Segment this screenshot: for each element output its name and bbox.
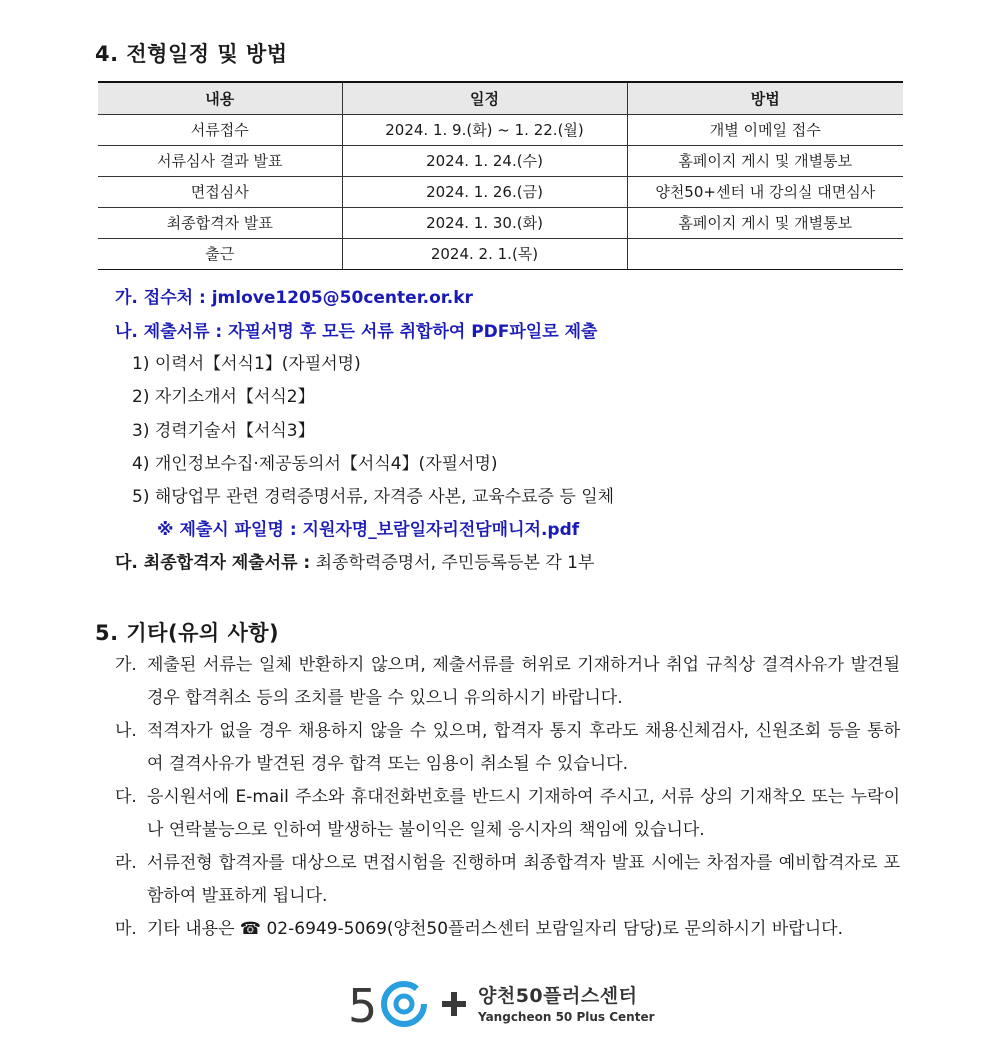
table-cell: 2024. 2. 1.(목) bbox=[342, 239, 627, 270]
table-cell: 개별 이메일 접수 bbox=[627, 115, 903, 146]
schedule-table bbox=[98, 81, 903, 270]
notice-item bbox=[115, 781, 900, 847]
notice-item bbox=[115, 715, 900, 781]
table-cell: 출근 bbox=[98, 239, 342, 270]
receive-address: 가. 접수처 : jmlove1205@50center.or.kr bbox=[115, 288, 473, 308]
table-cell: 최종합격자 발표 bbox=[98, 208, 342, 239]
document-item: 1) 이력서【서식1】(자필서명) bbox=[132, 354, 361, 374]
table-cell: 2024. 1. 30.(화) bbox=[342, 208, 627, 239]
header-schedule: 일정 bbox=[342, 82, 627, 115]
notice-text: 적격자가 없을 경우 채용하지 않을 수 있으며, 합격자 통지 후라도 채용신체검사, 신원조회 등을 통하여 결격사유가 발견된 경우 합격 또는 임용이 취소될 수 있습니다. bbox=[147, 721, 900, 774]
notice-item bbox=[115, 649, 900, 715]
logo-mark-icon bbox=[348, 978, 468, 1030]
notice-item bbox=[115, 913, 900, 946]
svg-text:5: 5 bbox=[348, 979, 378, 1030]
logo-name: 양천50플러스센터 bbox=[478, 985, 638, 1007]
notice-text: 서류전형 합격자를 대상으로 면접시험을 진행하며 최종합격자 발표 시에는 차점자를 예비합격자로 포함하여 발표하게 됩니다. bbox=[147, 853, 900, 906]
table-cell: 면접심사 bbox=[98, 177, 342, 208]
logo-english-name: Yangcheon 50 Plus Center bbox=[478, 1010, 655, 1024]
table-cell: 홈페이지 게시 및 개별통보 bbox=[627, 146, 903, 177]
table-row bbox=[98, 239, 903, 270]
notice-mark: 가. bbox=[115, 655, 137, 675]
filename-note: ※ 제출시 파일명 : 지원자명_보람일자리전담매니저.pdf bbox=[157, 520, 580, 540]
table-cell: 양천50+센터 내 강의실 대면심사 bbox=[627, 177, 903, 208]
table-cell: 2024. 1. 24.(수) bbox=[342, 146, 627, 177]
table-cell: 서류심사 결과 발표 bbox=[98, 146, 342, 177]
table-cell: 2024. 1. 26.(금) bbox=[342, 177, 627, 208]
notice-text: 기타 내용은 ☎ 02-6949-5069(양천50플러스센터 보람일자리 담당)로 문의하시기 바랍니다. bbox=[147, 919, 843, 939]
notice-text: 응시원서에 E-mail 주소와 휴대전화번호를 반드시 기재하여 주시고, 서류 상의 기재착오 또는 누락이나 연락불능으로 인하여 발생하는 불이익은 일체 응시자의 책임에 있습니다. bbox=[147, 787, 900, 840]
final-documents bbox=[115, 551, 594, 575]
notice-mark: 나. bbox=[115, 721, 137, 741]
table-cell bbox=[627, 239, 903, 270]
table-cell: 홈페이지 게시 및 개별통보 bbox=[627, 208, 903, 239]
header-method: 방법 bbox=[627, 82, 903, 115]
document-item: 5) 해당업무 관련 경력증명서류, 자격증 사본, 교육수료증 등 일체 bbox=[132, 487, 615, 507]
document-item: 4) 개인정보수집·제공동의서【서식4】(자필서명) bbox=[132, 454, 498, 474]
table-cell: 2024. 1. 9.(화) ~ 1. 22.(월) bbox=[342, 115, 627, 146]
document-item: 3) 경력기술서【서식3】 bbox=[132, 421, 315, 441]
final-documents-label: 다. 최종합격자 제출서류 : bbox=[115, 553, 311, 573]
notice-mark: 마. bbox=[115, 919, 137, 939]
section5-title: 5. 기타(유의 사항) bbox=[95, 621, 280, 645]
notice-mark: 다. bbox=[115, 787, 137, 807]
notice-item bbox=[115, 847, 900, 913]
table-row bbox=[98, 177, 903, 208]
submit-documents-heading: 나. 제출서류 : 자필서명 후 모든 서류 취합하여 PDF파일로 제출 bbox=[115, 322, 598, 342]
notice-mark: 라. bbox=[115, 853, 137, 873]
table-row bbox=[98, 115, 903, 146]
section4-title: 4. 전형일정 및 방법 bbox=[95, 42, 288, 66]
table-row bbox=[98, 146, 903, 177]
notice-text: 제출된 서류는 일체 반환하지 않으며, 제출서류를 허위로 기재하거나 취업 규칙상 결격사유가 발견될 경우 합격취소 등의 조치를 받을 수 있으니 유의하시기 바랍니다. bbox=[147, 655, 900, 708]
final-documents-value: 최종학력증명서, 주민등록등본 각 1부 bbox=[310, 553, 595, 573]
document-item: 2) 자기소개서【서식2】 bbox=[132, 387, 315, 407]
table-cell: 서류접수 bbox=[98, 115, 342, 146]
header-content: 내용 bbox=[98, 82, 342, 115]
table-row bbox=[98, 208, 903, 239]
table-header-row bbox=[98, 82, 903, 115]
